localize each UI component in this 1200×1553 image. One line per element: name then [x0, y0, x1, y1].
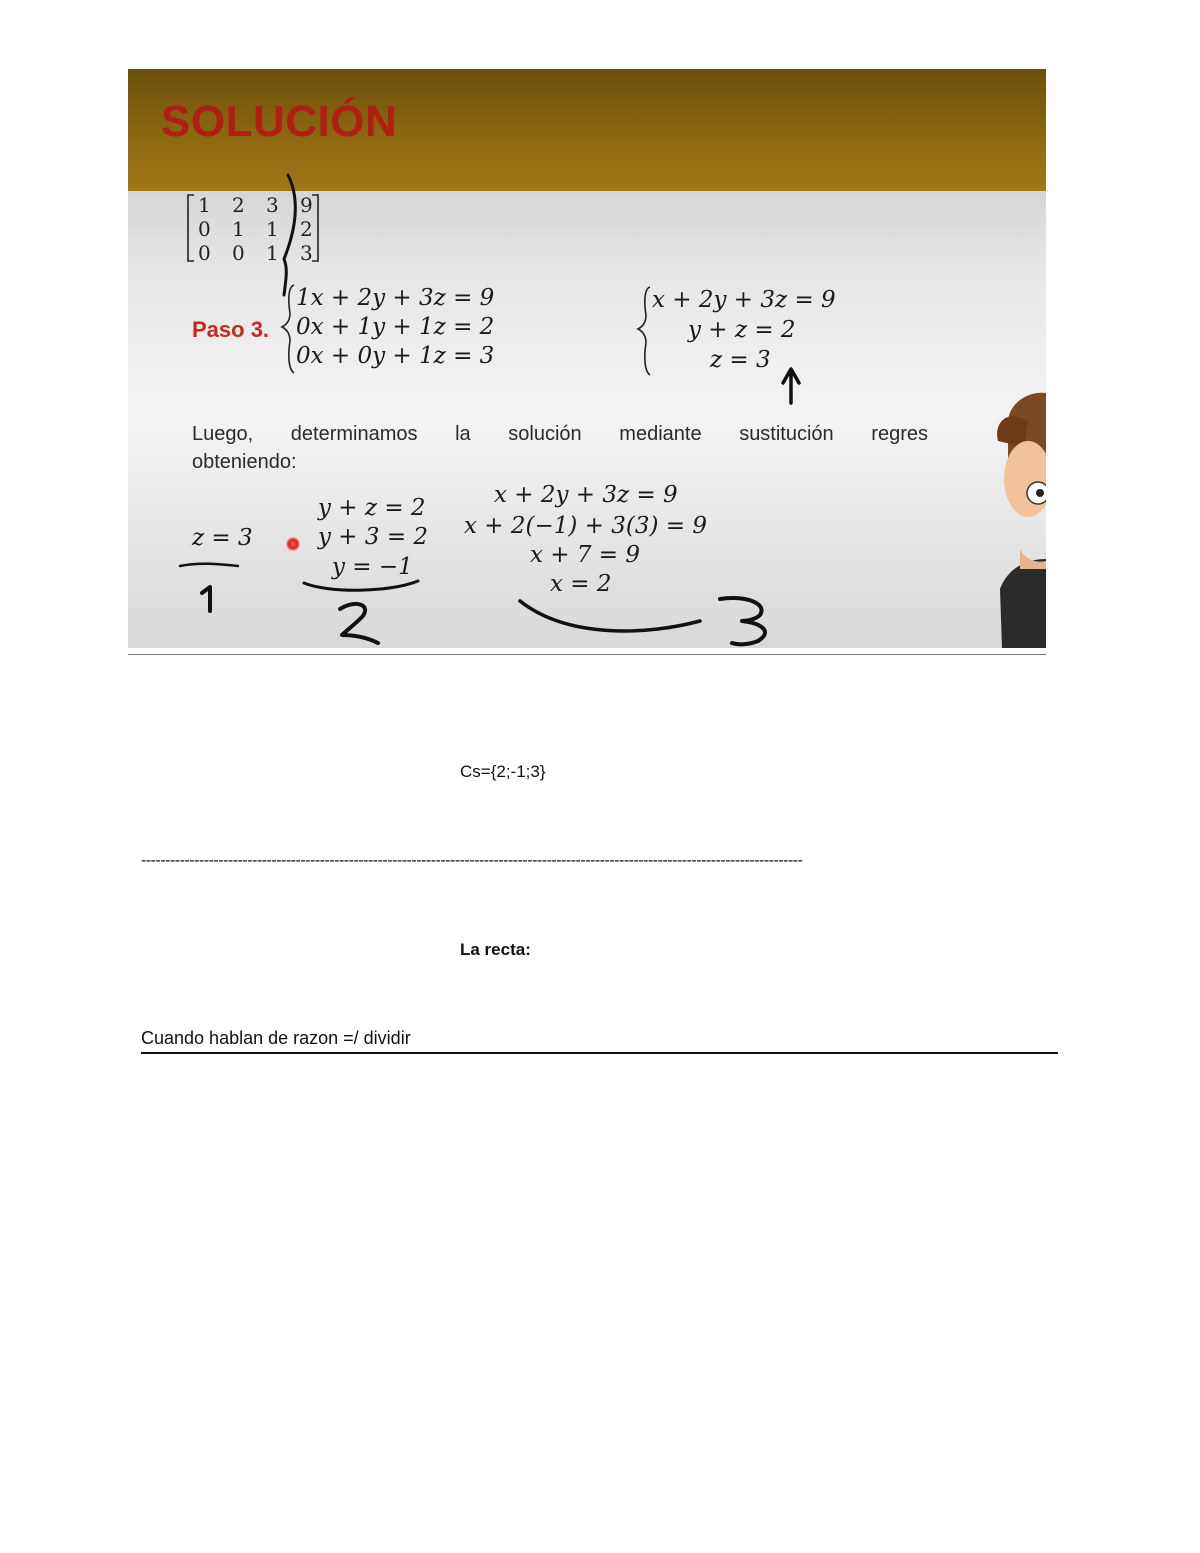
matrix-left-bracket	[188, 195, 194, 261]
note-line: Cuando hablan de razon =/ dividir	[141, 1028, 1058, 1054]
matrix-cell: 2	[232, 193, 245, 217]
slide-title: SOLUCIÓN	[161, 97, 398, 146]
handwritten-arrow	[783, 369, 799, 403]
matrix-cell: 3	[300, 241, 313, 265]
handwritten-number-2	[340, 604, 378, 643]
matrix-cell: 1	[198, 193, 211, 217]
handwritten-number-1	[202, 587, 210, 611]
handwritten-underline-1	[180, 564, 238, 566]
step2-eq-1: y + z = 2	[318, 495, 426, 521]
matrix-cell: 9	[300, 193, 313, 217]
matrix-cell: 2	[300, 217, 313, 241]
handwritten-underline-3	[520, 601, 700, 631]
intro-word: sustitución	[739, 423, 834, 445]
matrix-cell: 0	[198, 241, 211, 265]
intro-sentence-line2: obteniendo:	[192, 451, 297, 473]
step3-eq-1: x + 2y + 3z = 9	[494, 482, 678, 508]
step2-eq-2: y + 3 = 2	[318, 524, 429, 550]
dashed-separator: -----------------------------------------------------------------------------------------------------------------------------------------	[141, 852, 803, 869]
handwritten-separator-line	[284, 175, 295, 295]
matrix-cell: 0	[232, 241, 245, 265]
intro-word: mediante	[619, 423, 702, 445]
step-label: Paso 3.	[192, 317, 270, 342]
slide-bottom-rule	[128, 654, 1046, 655]
slide-drawings	[128, 69, 1046, 648]
matrix-right-bracket	[312, 195, 318, 261]
matrix-cell: 1	[232, 217, 245, 241]
intro-word: la	[455, 423, 471, 445]
handwritten-number-3	[720, 598, 765, 644]
intro-word: determinamos	[290, 423, 418, 445]
cartoon-character-illustration	[997, 393, 1046, 648]
section-heading: La recta:	[460, 940, 531, 959]
intro-word: regres	[871, 423, 928, 445]
system-full-eq-1: 1x + 2y + 3z = 9	[296, 285, 495, 311]
intro-word: Luego,	[192, 423, 254, 445]
matrix-cell: 1	[266, 217, 279, 241]
lesson-slide-screenshot	[128, 69, 1046, 648]
matrix-cell: 1	[266, 241, 279, 265]
system-full-brace	[282, 285, 294, 373]
step3-eq-3: x + 7 = 9	[530, 542, 641, 568]
step3-eq-4: x = 2	[550, 571, 612, 597]
system-reduced-eq-2: y + z = 2	[688, 317, 796, 343]
step2-eq-3: y = −1	[332, 554, 413, 580]
matrix-cell: 3	[266, 193, 279, 217]
step3-eq-2: x + 2(−1) + 3(3) = 9	[464, 513, 707, 539]
system-full-eq-3: 0x + 0y + 1z = 3	[296, 343, 495, 369]
step1-eq: z = 3	[192, 525, 253, 551]
intro-word: solución	[508, 423, 582, 445]
system-reduced-eq-3: z = 3	[710, 347, 771, 373]
system-reduced-eq-1: x + 2y + 3z = 9	[652, 287, 836, 313]
system-reduced-brace	[638, 287, 650, 375]
system-full-eq-2: 0x + 1y + 1z = 2	[296, 314, 495, 340]
matrix-cell: 0	[198, 217, 211, 241]
solution-set: Cs={2;-1;3}	[460, 762, 546, 781]
handwritten-underline-2	[304, 581, 418, 590]
